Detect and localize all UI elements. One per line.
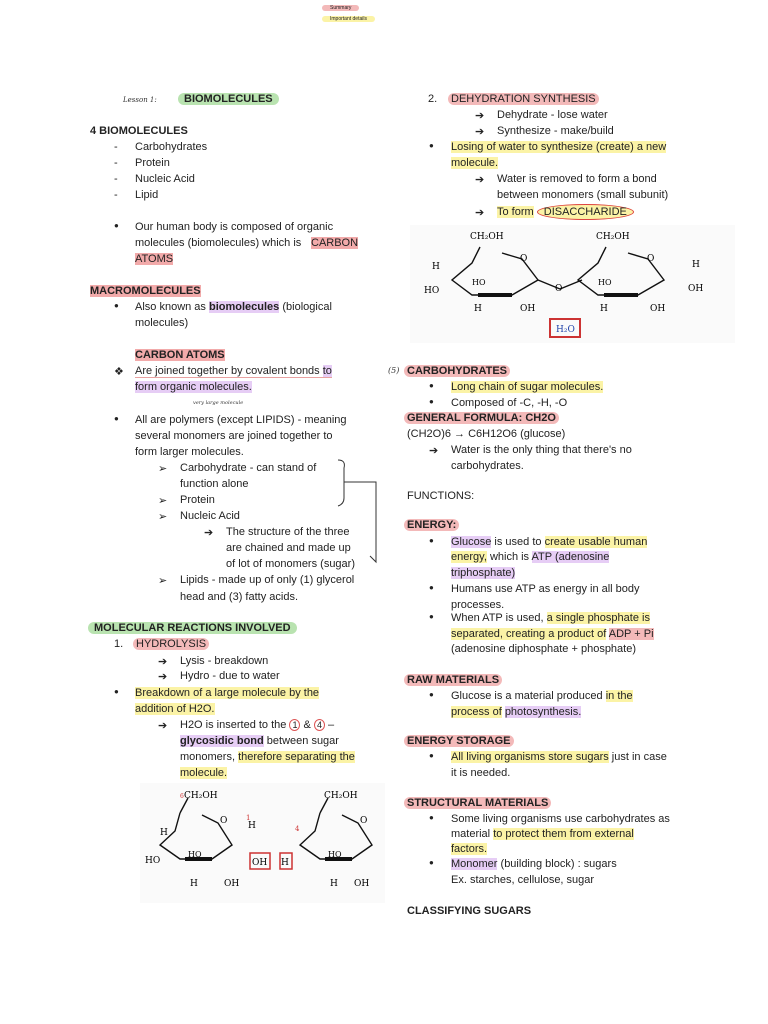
monomers-text: monomers, xyxy=(180,751,236,763)
arrow-bullet: ➔ xyxy=(475,174,485,186)
h-b-2: H xyxy=(600,304,608,314)
breakdown-line2: addition of H2O. xyxy=(135,703,215,715)
circled-1: 1 xyxy=(289,719,300,731)
water-line1: Water is the only thing that there's no xyxy=(451,444,632,456)
h2o-boxed: H₂O xyxy=(556,325,575,335)
bridge-o: O xyxy=(555,284,563,294)
dash: – xyxy=(328,719,335,731)
atoms-hl: ATOMS xyxy=(135,253,174,265)
block-text: (building block) : sugars xyxy=(500,858,617,870)
ho-label: HO xyxy=(145,856,161,866)
hydrolysis-heading: HYDROLYSIS xyxy=(133,638,209,650)
structural-heading: STRUCTURAL MATERIALS xyxy=(404,797,551,809)
glyco-word: glycosidic bond xyxy=(180,735,264,747)
dehydration-heading: DEHYDRATION SYNTHESIS xyxy=(448,93,599,105)
poly-line3: form larger molecules. xyxy=(135,446,244,458)
circled-4-mark: 4 xyxy=(295,825,300,833)
dot-bullet: ● xyxy=(429,381,434,390)
ho-inner-3: HO xyxy=(472,278,486,287)
page-title: BIOMOLECULES xyxy=(178,93,279,105)
h-left: H xyxy=(432,262,440,272)
toform-line xyxy=(497,206,634,218)
list-item: Lipid xyxy=(135,189,159,201)
joined-text: Are joined together by covalent bonds xyxy=(135,365,320,377)
glyco-line xyxy=(180,735,339,747)
disaccharide-word: DISACCHARIDE xyxy=(537,204,634,220)
h-bottom-2: H xyxy=(330,879,338,889)
raw-line1 xyxy=(451,690,633,702)
ho-inner-4: HO xyxy=(598,278,612,287)
struct-line: The structure of the three xyxy=(226,526,350,538)
carbon-6: 6 xyxy=(180,793,184,800)
num-2: 2. xyxy=(428,93,438,105)
dot-bullet: ● xyxy=(114,414,119,423)
raw-line2 xyxy=(451,706,581,718)
raw-heading: RAW MATERIALS xyxy=(404,674,502,686)
four-heading: 4 BIOMOLECULES xyxy=(90,125,188,137)
molecules-text: molecules) xyxy=(135,317,189,329)
arrow-bullet: ➔ xyxy=(475,110,485,122)
monomer-line xyxy=(451,858,617,870)
molecule-word: molecule. xyxy=(180,767,228,779)
structural-line1: Some living organisms use carbohydrates as xyxy=(451,813,670,825)
hydro: Hydro - due to water xyxy=(180,670,280,682)
hydrolysis-diagram xyxy=(140,783,385,903)
joined-line2: form organic molecules. xyxy=(135,381,252,393)
dot-bullet: ● xyxy=(114,221,119,230)
h-right: H xyxy=(248,821,256,831)
dot-bullet: ● xyxy=(429,690,434,699)
raw-d: photosynthesis. xyxy=(504,706,582,718)
dot-bullet: ● xyxy=(429,536,434,545)
also-known xyxy=(135,301,332,313)
note-handwritten: very large molecule xyxy=(193,400,244,406)
struct-line: of lot of monomers (sugar) xyxy=(226,558,355,570)
water-line2: carbohydrates. xyxy=(451,460,524,472)
bio-rest: (biological xyxy=(282,301,332,313)
organic-line2: molecules (biomolecules) which is xyxy=(135,237,302,249)
raw-a: Glucose is a material produced xyxy=(451,690,603,702)
single-text: a single phosphate is xyxy=(546,612,650,624)
separated-line xyxy=(451,628,654,640)
tri-text: triphosphate) xyxy=(451,567,516,579)
oh-bottom: OH xyxy=(224,879,240,889)
formula: (CH2O)6 → C6H12O6 (glucose) xyxy=(407,428,566,440)
storage-line2: it is needed. xyxy=(451,767,511,779)
dot-bullet: ● xyxy=(429,141,434,150)
lipids-line2: head and (3) fatty acids. xyxy=(180,591,299,603)
structural-c: to protect them from external xyxy=(493,828,634,840)
sub-item: function alone xyxy=(180,478,249,490)
glucose-line xyxy=(451,536,647,548)
to-text: to xyxy=(322,365,332,377)
list-item: Carbohydrates xyxy=(135,141,208,153)
chevron-bullet: ➢ xyxy=(158,463,168,475)
create-text: create usable human xyxy=(544,536,648,548)
removed-line2: between monomers (small subunit) xyxy=(497,189,669,201)
ring-o: O xyxy=(220,816,228,826)
storage-line1 xyxy=(451,751,667,763)
diamond-bullet: ❖ xyxy=(114,366,124,378)
glucose-word: Glucose xyxy=(451,536,492,548)
reactions-heading: MOLECULAR REACTIONS INVOLVED xyxy=(88,622,297,634)
insert-text: H2O is inserted to the xyxy=(180,719,287,731)
ho-inner: HO xyxy=(188,850,202,859)
carbon-hl: CARBON xyxy=(311,237,359,249)
ch2oh-label: CH₂OH xyxy=(184,791,218,801)
functions-label: FUNCTIONS: xyxy=(407,490,475,502)
ring-o-4: O xyxy=(647,254,655,264)
dash-bullet: - xyxy=(114,141,118,153)
arrow-bullet: ➔ xyxy=(475,126,485,138)
ho-inner-2: HO xyxy=(328,850,342,859)
structural-d: factors. xyxy=(451,843,488,855)
arrow-bullet: ➔ xyxy=(158,671,168,683)
removed-line1: Water is removed to form a bond xyxy=(497,173,657,185)
h-bottom: H xyxy=(190,879,198,889)
list-item: Nucleic Acid xyxy=(135,173,195,185)
storage-a: All living organisms store sugars xyxy=(451,751,609,763)
carbs-b1: Long chain of sugar molecules. xyxy=(451,381,604,393)
classifying-heading: CLASSIFYING SUGARS xyxy=(407,905,532,917)
oh-b-1: OH xyxy=(520,304,536,314)
monomers-line xyxy=(180,751,355,763)
dot-bullet: ● xyxy=(429,858,434,867)
ch2oh-label-3: CH₂OH xyxy=(470,232,504,242)
arrow-bullet: ➔ xyxy=(429,445,439,457)
dot-bullet: ● xyxy=(114,301,119,310)
lysis: Lysis - breakdown xyxy=(180,655,269,667)
dot-bullet: ● xyxy=(429,813,434,822)
dash-bullet: - xyxy=(114,173,118,185)
dot-bullet: ● xyxy=(429,612,434,621)
losing-line1: Losing of water to synthesize (create) a new xyxy=(451,141,667,153)
toform-text: To form xyxy=(497,206,534,218)
energy-word: energy, xyxy=(451,551,487,563)
dehydrate: Dehydrate - lose water xyxy=(497,109,608,121)
oh-right: OH xyxy=(688,284,704,294)
which-text: which is xyxy=(489,551,530,563)
lipids-line1: Lipids - made up of only (1) glycerol xyxy=(180,574,355,586)
carbon-heading: CARBON ATOMS xyxy=(135,349,225,361)
sub-item: Carbohydrate - can stand of xyxy=(180,462,317,474)
dehydration-diagram xyxy=(410,225,735,343)
oh-b-2: OH xyxy=(650,304,666,314)
amp: & xyxy=(303,719,311,731)
raw-c: process of xyxy=(451,706,502,718)
storage-heading: ENERGY STORAGE xyxy=(404,735,514,747)
ho-left: HO xyxy=(424,286,440,296)
carbs-b2: Composed of -C, -H, -O xyxy=(451,397,568,409)
sub-item: Nucleic Acid xyxy=(180,510,240,522)
h-boxed: H xyxy=(281,858,289,868)
organic-line1: Our human body is composed of organic xyxy=(135,221,334,233)
synth: Synthesize - make/build xyxy=(497,125,614,137)
adp-full: (adenosine diphosphate + phosphate) xyxy=(451,643,637,655)
circled-4: 4 xyxy=(314,719,325,731)
chevron-bullet: ➢ xyxy=(158,511,168,523)
bracket-annotation xyxy=(330,458,380,568)
dot-bullet: ● xyxy=(429,583,434,592)
structural-b: material xyxy=(451,828,491,840)
humans-line2: processes. xyxy=(451,599,505,611)
ch2oh-label-2: CH₂OH xyxy=(324,791,358,801)
therefore-text: therefore separating the xyxy=(238,751,355,763)
dot-bullet: ● xyxy=(429,751,434,760)
also-text: Also known as xyxy=(135,301,206,313)
formula-heading: GENERAL FORMULA: CH2O xyxy=(404,412,559,424)
between-text: between sugar xyxy=(266,735,339,747)
dot-bullet: ● xyxy=(429,397,434,406)
oh-boxed: OH xyxy=(252,858,268,868)
when-text: When ATP is used, xyxy=(451,612,544,624)
list-item: Protein xyxy=(135,157,170,169)
num-1: 1. xyxy=(114,638,124,650)
chevron-bullet: ➢ xyxy=(158,575,168,587)
structural-line2 xyxy=(451,828,634,840)
poly-line1: All are polymers (except LIPIDS) - meaning xyxy=(135,414,347,426)
joined-line1 xyxy=(135,365,332,378)
separated-text: separated, creating a product of xyxy=(451,628,607,640)
chevron-bullet: ➢ xyxy=(158,495,168,507)
macro-heading: MACROMOLECULES xyxy=(90,285,201,297)
raw-b: in the xyxy=(605,690,633,702)
ring-o-3: O xyxy=(520,254,528,264)
circled-1-mark: 1 xyxy=(246,814,251,822)
used-text: is used to xyxy=(494,536,542,548)
storage-b: just in case xyxy=(611,751,667,763)
carbs-heading: CARBOHYDRATES xyxy=(404,365,510,377)
adp-text: ADP + Pi xyxy=(608,628,654,640)
oh-bottom-2: OH xyxy=(354,879,370,889)
arrow-bullet: ➔ xyxy=(158,656,168,668)
tag-summary: Summary xyxy=(322,5,359,11)
insert-line xyxy=(180,719,334,731)
examples: Ex. starches, cellulose, sugar xyxy=(451,874,595,886)
struct-line: are chained and made up xyxy=(226,542,351,554)
h-b-1: H xyxy=(474,304,482,314)
energy-line2 xyxy=(451,551,609,563)
when-line xyxy=(451,612,650,624)
losing-line2: molecule. xyxy=(451,157,499,169)
atp-text: ATP (adenosine xyxy=(531,551,610,563)
breakdown-line1: Breakdown of a large molecule by the xyxy=(135,687,320,699)
arrow-bullet: ➔ xyxy=(204,527,214,539)
arrow-bullet: ➔ xyxy=(158,720,168,732)
ring-o-2: O xyxy=(360,816,368,826)
ch2oh-label-4: CH₂OH xyxy=(596,232,630,242)
dash-bullet: - xyxy=(114,189,118,201)
poly-line2: several monomers are joined together to xyxy=(135,430,333,442)
h-label: H xyxy=(160,828,168,838)
biomolecules-word: biomolecules xyxy=(209,301,280,313)
sub-item: Protein xyxy=(180,494,215,506)
dot-bullet: ● xyxy=(114,687,119,696)
section-mark: (5) xyxy=(388,366,400,375)
dash-bullet: - xyxy=(114,157,118,169)
lesson-label: Lesson 1: xyxy=(123,96,157,104)
monomer-word: Monomer xyxy=(451,858,498,870)
h-right-2: H xyxy=(692,260,700,270)
arrow-bullet: ➔ xyxy=(475,207,485,219)
tag-important: Important details xyxy=(322,16,375,22)
energy-heading: ENERGY: xyxy=(404,519,459,531)
humans-line1: Humans use ATP as energy in all body xyxy=(451,583,640,595)
